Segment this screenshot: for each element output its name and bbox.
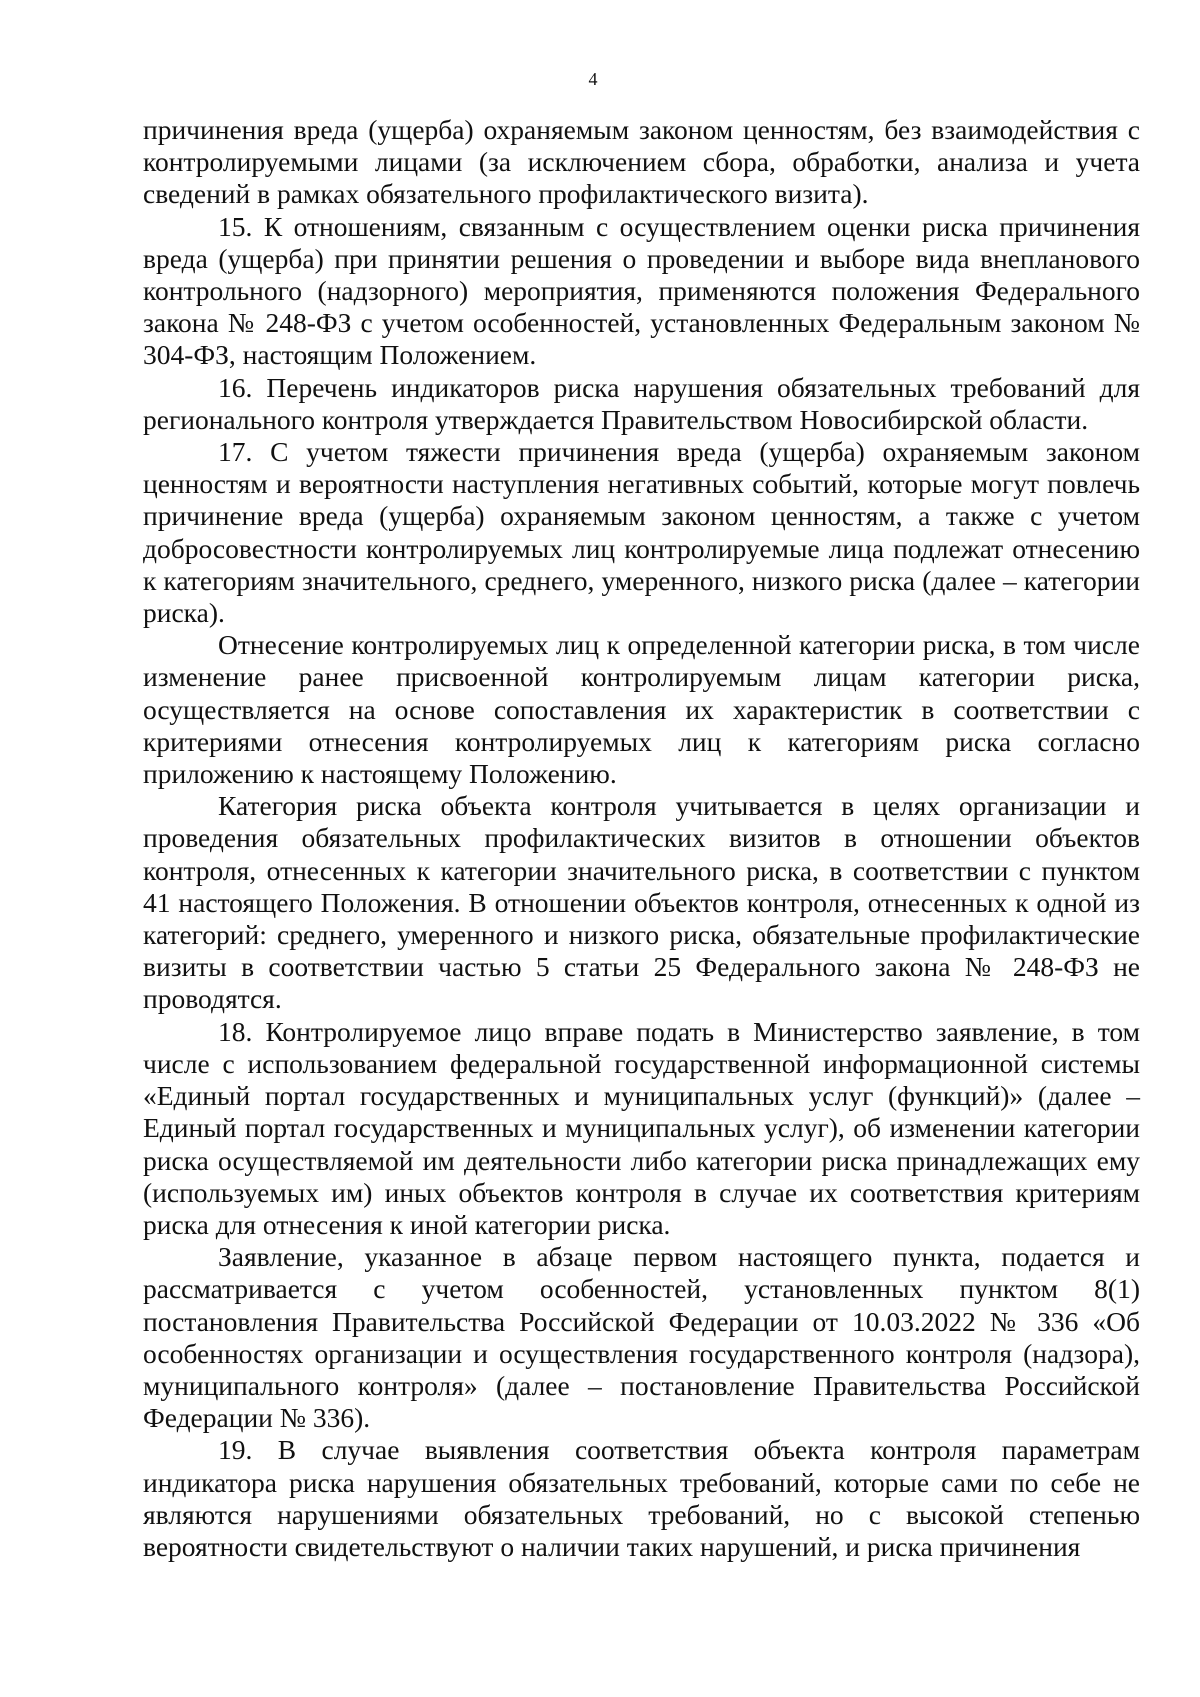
paragraph-risk-assignment: Отнесение контролируемых лиц к определенной категории риска, в том числе изменение ранее присвоенной контролируемым лицам категории риска, осуществляется на основе сопоставления их характеристик в соответствии с критериями отнесения контролируемых лиц к категориям риска согласно приложению к настоящему Положению. xyxy=(143,629,1140,790)
paragraph-item-16: 16. Перечень индикаторов риска нарушения обязательных требований для регионального контроля утверждается Правительством Новосибирской области. xyxy=(143,371,1140,435)
document-body xyxy=(143,114,1140,1563)
paragraph-continuation: причинения вреда (ущерба) охраняемым законом ценностям, без взаимодействия с контролируемыми лицами (за исключением сбора, обработки, анализа и учета сведений в рамках обязательного профилактического визита). xyxy=(143,114,1140,210)
paragraph-item-17: 17. С учетом тяжести причинения вреда (ущерба) охраняемым законом ценностям и вероятности наступления негативных событий, которые могут повлечь причинение вреда (ущерба) охраняемым законом ценностям, а также с учетом добросовестности контролируемых лиц контролируемые лица подлежат отнесению к категориям значительного, среднего, умеренного, низкого риска (далее – категории риска). xyxy=(143,436,1140,629)
paragraph-item-19: 19. В случае выявления соответствия объекта контроля параметрам индикатора риска нарушения обязательных требований, которые сами по себе не являются нарушениями обязательных требований, но с высокой степенью вероятности свидетельствуют о наличии таких нарушений, и риска причинения xyxy=(143,1434,1140,1562)
paragraph-risk-category: Категория риска объекта контроля учитывается в целях организации и проведения обязательных профилактических визитов в отношении объектов контроля, отнесенных к категории значительного риска, в соответствии с пунктом 41 настоящего Положения. В отношении объектов контроля, отнесенных к одной из категорий: среднего, умеренного и низкого риска, обязательные профилактические визиты в соответствии частью 5 статьи 25 Федерального закона № 248-ФЗ не проводятся. xyxy=(143,790,1140,1015)
page-number: 4 xyxy=(588,69,598,89)
paragraph-item-18: 18. Контролируемое лицо вправе подать в Министерство заявление, в том числе с использованием федеральной государственной информационной системы «Единый портал государственных и муниципальных услуг (функций)» (далее – Единый портал государственных и муниципальных услуг), об изменении категории риска осуществляемой им деятельности либо категории риска принадлежащих ему (используемых им) иных объектов контроля в случае их соответствия критериям риска для отнесения к иной категории риска. xyxy=(143,1015,1140,1240)
paragraph-application: Заявление, указанное в абзаце первом настоящего пункта, подается и рассматривается с учетом особенностей, установленных пунктом 8(1) постановления Правительства Российской Федерации от 10.03.2022 № 336 «Об особенностях организации и осуществления государственного контроля (надзора), муниципального контроля» (далее – постановление Правительства Российской Федерации № 336). xyxy=(143,1241,1140,1434)
paragraph-item-15: 15. К отношениям, связанным с осуществлением оценки риска причинения вреда (ущерба) при принятии решения о проведении и выборе вида внепланового контрольного (надзорного) мероприятия, применяются положения Федерального закона № 248-ФЗ с учетом особенностей, установленных Федеральным законом № 304-ФЗ, настоящим Положением. xyxy=(143,210,1140,371)
